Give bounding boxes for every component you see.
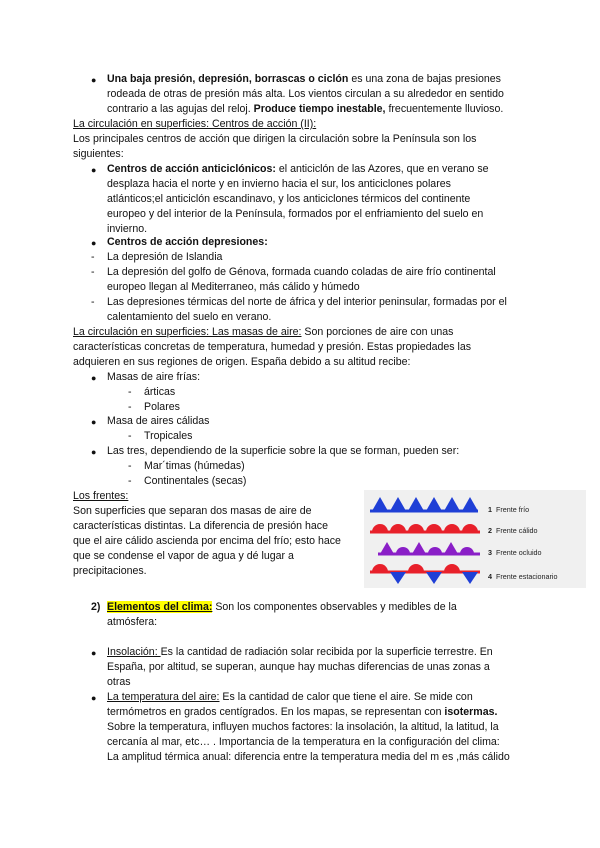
legend-occluded-front — [488, 545, 542, 560]
section-2-line-1 — [107, 600, 457, 615]
legend-cold-front — [488, 502, 529, 517]
heading-action-centers: La circulación en superficies: Centros de acción (II): — [73, 118, 317, 130]
temperature-line-1 — [107, 690, 473, 705]
low-pressure-line-3 — [107, 102, 503, 117]
fronts-line-5: precipitaciones. — [73, 565, 147, 577]
depression-genova-2: europeo llegan al Mediterraneo, más cálido y húmedo — [107, 281, 360, 293]
unstable-weather-term: Produce tiempo inestable, — [253, 103, 386, 115]
occluded-front-symbol — [378, 542, 480, 554]
bullet: ● — [91, 648, 97, 658]
dash: - — [128, 386, 132, 398]
air-masses-line-1 — [73, 325, 453, 340]
low-pressure-line-1 — [107, 72, 501, 87]
bullet: ● — [91, 417, 97, 427]
text: es una zona de bajas presiones — [348, 73, 501, 85]
insolation-term: Insolación: — [107, 646, 161, 658]
fronts-line-1: Son superficies que separan dos masas de aire de — [73, 505, 312, 517]
text: Es la cantidad de radiación solar recibida por la superficie terrestre. En — [160, 646, 493, 658]
temperature-line-3: Sobre la temperatura, influyen muchos factores: la insolación, la altitud, la latitud, la — [107, 721, 499, 733]
insolation-line-3: otras — [107, 676, 131, 688]
depressions-term: Centros de acción depresiones: — [107, 236, 268, 248]
bullet: ● — [91, 75, 97, 85]
stationary-front-symbol — [370, 564, 480, 584]
cold-front-symbol — [370, 497, 478, 511]
legend-number: 3 — [488, 548, 492, 557]
text: Son los componentes observables y medibles de la — [212, 601, 457, 613]
text: termómetros en grados centígrados. En los mapas, se representan con — [107, 706, 445, 718]
bullet: ● — [91, 447, 97, 457]
anticyclonic-line-5: invierno. — [107, 223, 148, 235]
air-masses-heading: La circulación en superficies: Las masas de aire: — [73, 326, 302, 338]
text: Son porciones de aire con unas — [301, 326, 454, 338]
isotherms-term: isotermas. — [444, 706, 498, 718]
depression-thermal-2: calentamiento del suelo en verano. — [107, 311, 272, 323]
dash: - — [128, 401, 132, 413]
legend-label: Frente ocluido — [496, 548, 542, 557]
depression-thermal-1: Las depresiones térmicas del norte de áfrica y del interior peninsular, formadas por el — [107, 296, 507, 308]
text: el anticiclón de las Azores, que en verano se — [275, 163, 489, 175]
tropical: Tropicales — [144, 430, 193, 442]
fronts-line-2: características distintas. La diferencia de presión hace — [73, 520, 328, 532]
anticyclonic-line-2: desplaza hacia el norte y en invierno hacia el sur, los anticiclones polares — [107, 178, 451, 190]
fronts-diagram — [364, 490, 586, 588]
arctic: árticas — [144, 386, 176, 398]
dash: - — [91, 266, 95, 278]
depression-genova-1: La depresión del golfo de Génova, formada cuando coladas de aire frío continental — [107, 266, 496, 278]
legend-label: Frente cálido — [496, 526, 538, 535]
fronts-line-3: que el aire cálido ascienda por encima del frío; esto hace — [73, 535, 341, 547]
maritime: Mar´timas (húmedas) — [144, 460, 245, 472]
bullet: ● — [91, 165, 97, 175]
legend-number: 1 — [488, 505, 492, 514]
polar: Polares — [144, 401, 180, 413]
insolation-line-1 — [107, 645, 493, 660]
temperature-line-4: cercanía al mar, etc… . Importancia de la temperatura en la configuración del clima: — [107, 736, 500, 748]
bullet: ● — [91, 238, 97, 248]
legend-stationary-front — [488, 569, 558, 584]
low-pressure-term: Una baja presión, depresión, borrascas o ciclón — [107, 73, 349, 85]
section-number: 2) — [91, 601, 101, 613]
bullet: ● — [91, 373, 97, 383]
air-masses-line-3: adquieren en sus regiones de origen. España debido a su altitud recibe: — [73, 356, 411, 368]
text: frecuentemente lluvioso. — [385, 103, 504, 115]
bullet: ● — [91, 693, 97, 703]
fronts-heading: Los frentes: — [73, 490, 129, 502]
dash: - — [91, 251, 95, 263]
text: contrario a las agujas del reloj. — [107, 103, 254, 115]
legend-warm-front — [488, 523, 538, 538]
insolation-line-2: España, por altitud, se superan, aunque hay muchas diferencias de unas zonas a — [107, 661, 490, 673]
warm-masses: Masa de aires cálidas — [107, 415, 210, 427]
section-2-title: Elementos del clima: — [107, 601, 213, 613]
air-masses-line-2: características concretas de temperatura, humedad y presión. Estas propiedades las — [73, 341, 472, 353]
text: Es la cantidad de calor que tiene el aire. Se mide con — [219, 691, 473, 703]
section-2-line-2: atmósfera: — [107, 616, 158, 628]
cold-masses: Masas de aire frías: — [107, 371, 201, 383]
dash: - — [91, 296, 95, 308]
anticyclonic-term: Centros de acción anticiclónicos: — [107, 163, 276, 175]
three-masses: Las tres, dependiendo de la superficie sobre la que se forman, pueden ser: — [107, 445, 460, 457]
temperature-line-5: La amplitud térmica anual: diferencia entre la temperatura media del m es ,más cálido — [107, 751, 510, 763]
legend-number: 4 — [488, 572, 492, 581]
anticyclonic-line-3: atlánticos;el anticiclón escandinavo, y los anticiclones térmicos del continente — [107, 193, 471, 205]
anticyclonic-line-1 — [107, 162, 489, 177]
intro-line-2: siguientes: — [73, 148, 124, 160]
low-pressure-line-2: rodeada de otras de presión más alta. Los vientos circulan a su alrededor en sentido — [107, 88, 504, 100]
dash: - — [128, 430, 132, 442]
anticyclonic-line-4: europeo y del interior de la Península, formados por el enfriamiento del suelo en — [107, 208, 484, 220]
legend-number: 2 — [488, 526, 492, 535]
legend-label: Frente frío — [496, 505, 530, 514]
legend-label: Frente estacionario — [496, 572, 558, 581]
dash: - — [128, 475, 132, 487]
intro-line-1: Los principales centros de acción que dirigen la circulación sobre la Península son los — [73, 133, 477, 145]
fronts-line-4: que se condense el vapor de agua y dé lugar a — [73, 550, 294, 562]
continental: Continentales (secas) — [144, 475, 247, 487]
warm-front-symbol — [370, 524, 480, 532]
dash: - — [128, 460, 132, 472]
depression-iceland: La depresión de Islandia — [107, 251, 223, 263]
temperature-line-2 — [107, 705, 497, 720]
temperature-term: La temperatura del aire: — [107, 691, 220, 703]
